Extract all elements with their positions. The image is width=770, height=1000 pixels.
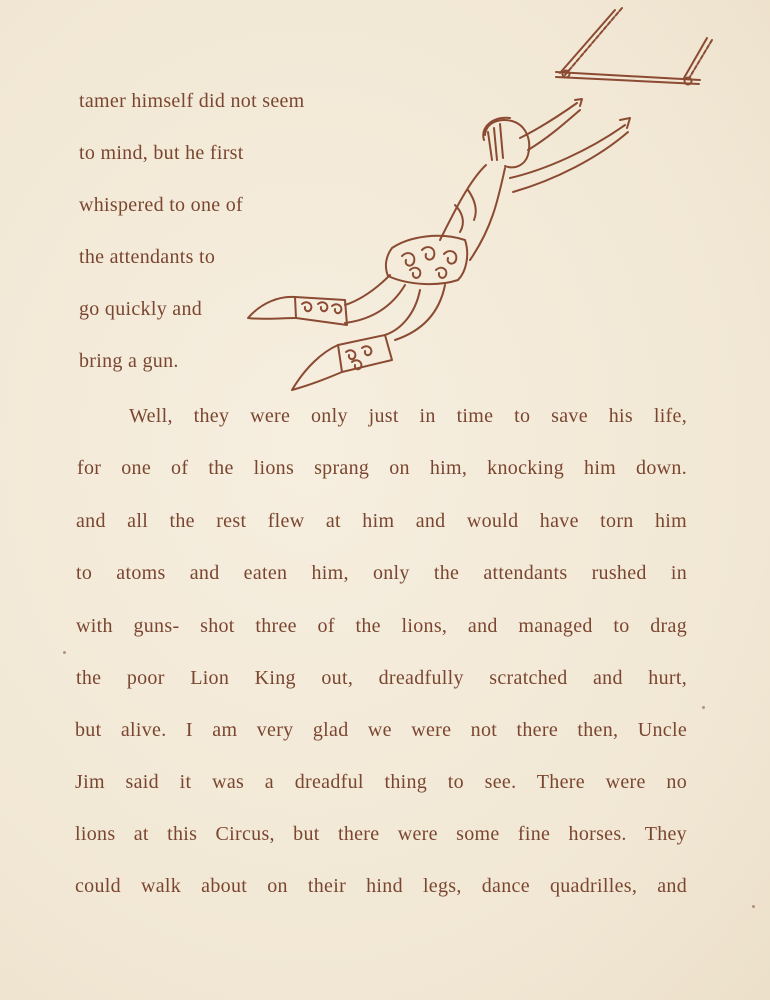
text-line: the attendants to: [79, 246, 216, 268]
text-line: bring a gun.: [79, 350, 179, 372]
text-line: to atoms and eaten him, only the attendants rushed in: [76, 562, 687, 584]
trapeze-icon: [556, 8, 712, 85]
trapeze-acrobat-illustration: [240, 0, 740, 400]
paper-speck: [702, 706, 705, 709]
text-line: tamer himself did not seem: [79, 90, 305, 112]
paper-speck: [63, 651, 66, 654]
text-line: whispered to one of: [79, 194, 243, 216]
text-line: and all the rest flew at him and would have torn him: [76, 510, 687, 532]
text-line: with guns- shot three of the lions, and managed to drag: [76, 615, 687, 637]
text-line: to mind, but he first: [79, 142, 244, 164]
text-line: Jim said it was a dreadful thing to see. There were no: [75, 771, 687, 793]
text-line: for one of the lions sprang on him, knocking him down.: [77, 457, 687, 479]
text-line: go quickly and: [79, 298, 203, 320]
text-line: lions at this Circus, but there were some fine horses. They: [75, 823, 687, 845]
text-line: the poor Lion King out, dreadfully scratched and hurt,: [76, 667, 687, 689]
text-line: but alive. I am very glad we were not there then, Uncle: [75, 719, 687, 741]
text-line: could walk about on their hind legs, dance quadrilles, and: [75, 875, 687, 897]
text-line: Well, they were only just in time to save his life,: [129, 405, 687, 427]
paper-speck: [752, 905, 755, 908]
